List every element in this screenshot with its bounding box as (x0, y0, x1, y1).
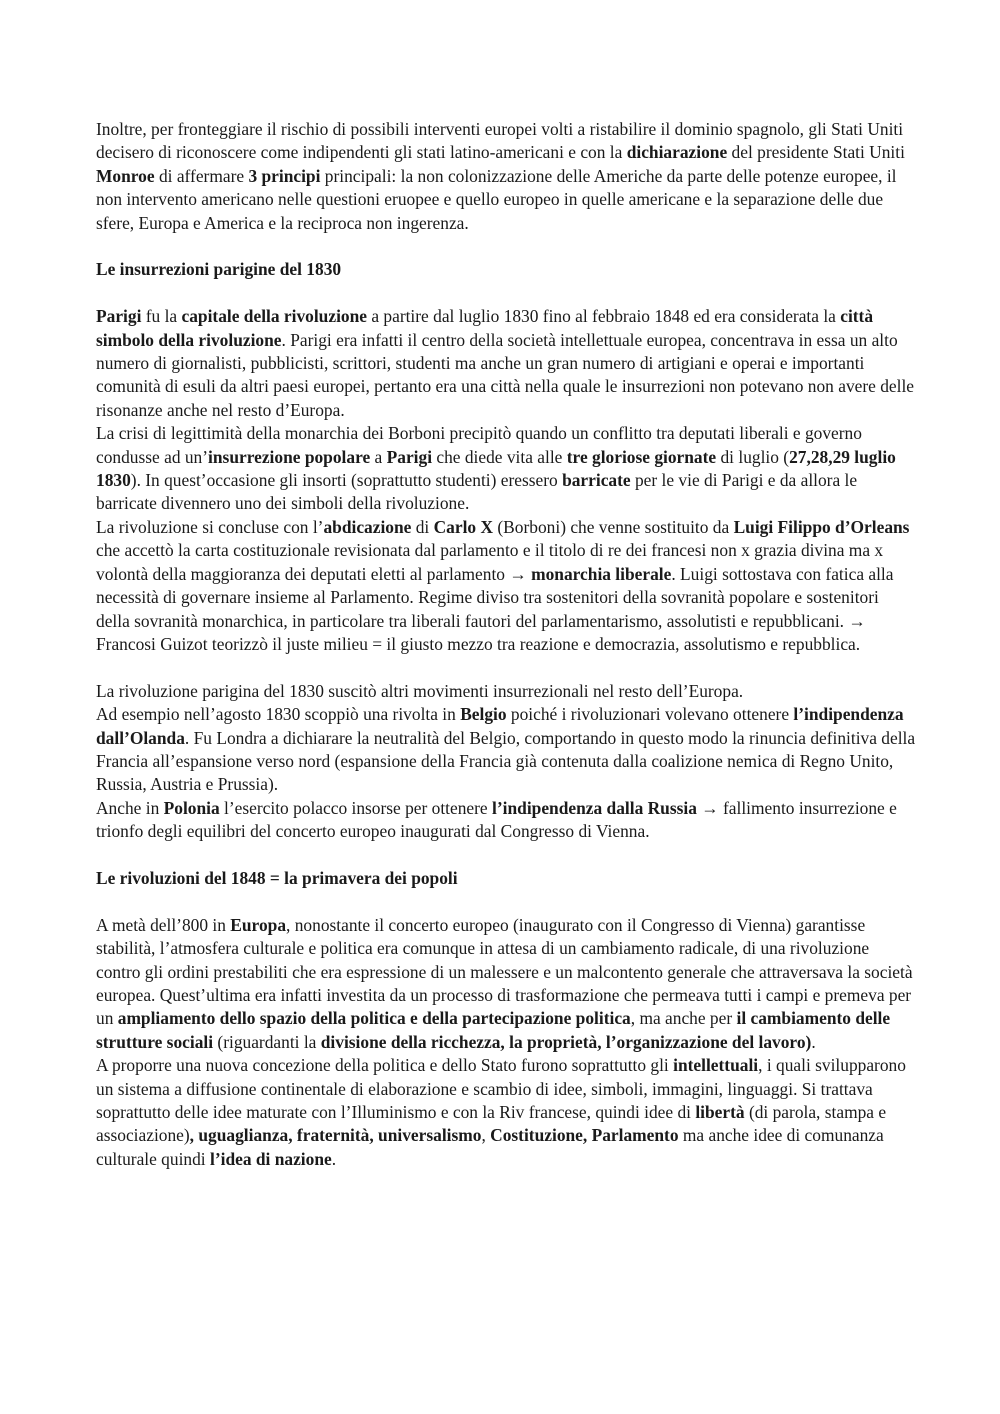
bold-text-run: Monroe (96, 165, 155, 186)
paragraph-charles-x-abdication (96, 516, 916, 656)
text-run: → fallimento insurrezione e trionfo degli equilibri del concerto europeo inaugurati dal Congresso di Vienna. (96, 797, 897, 842)
paragraph-belgium (96, 703, 916, 797)
text-run: a partire dal luglio 1830 fino al febbraio 1848 ed era considerata la (366, 306, 841, 327)
paragraph-gap (96, 282, 916, 305)
bold-text-run: 27,28,29 luglio 1830 (96, 446, 896, 491)
text-run: La crisi di legittimità della monarchia dei Borboni precipitò quando un conflitto tra deputati liberali e governo condusse ad un’ (96, 423, 862, 467)
text-run: di luglio ( (716, 446, 790, 467)
paragraph-intellectuals (96, 1054, 916, 1171)
bold-text-run: Polonia (163, 797, 220, 818)
text-run: del presidente Stati Uniti (727, 142, 905, 163)
text-run: che diede vita alle (432, 446, 567, 467)
text-run: , nonostante il concerto europeo (inaugurato con il Congresso di Vienna) garantisse stabilità, l’atmosfera culturale e politica era comunque in attesa di un cambiamento radicale, di una rivoluzione contro gli ordini prestabiliti che era espressione di un malessere e un malcontento generale che attraversava la società europea. Quest’ultima era infatti investita da un processo di trasformazione che permeava tutti i campi e premeva per un (96, 914, 913, 1029)
paragraph-paris-capital (96, 305, 916, 422)
document-page (96, 118, 916, 1171)
bold-text-run: l’indipendenza dalla Russia (492, 797, 697, 818)
bold-text-run: il cambiamento delle strutture sociali (96, 1008, 891, 1052)
paragraph-gap (96, 656, 916, 679)
text-run: (di parola, stampa e associazione) (96, 1101, 887, 1146)
text-run: ). In quest’occasione gli insorti (soprattutto studenti) eressero (130, 470, 563, 491)
bold-text-run: , uguaglianza, fraternità, universalismo (189, 1125, 482, 1146)
bold-text-run: capitale della rivoluzione (181, 306, 367, 327)
text-run: A metà dell’800 in (96, 914, 231, 935)
text-run: . (811, 1031, 816, 1052)
bold-text-run: libertà (695, 1101, 745, 1122)
text-run: di (411, 516, 434, 537)
paragraph-europe-1800s (96, 914, 916, 1054)
paragraph-gap (96, 235, 916, 258)
bold-text-run: insurrezione popolare (208, 446, 371, 467)
bold-text-run: l’indipendenza dall’Olanda (96, 704, 904, 748)
text-run: . Fu Londra a dichiarare la neutralità del Belgio, comportando in questo modo la rinuncia definitiva della Francia all’espansione verso nord (espansione della Francia già contenuta dalla coalizione nemica di Regno Unito, Russia, Austria e Prussia). (96, 727, 916, 795)
bold-text-run: abdicazione (323, 516, 412, 537)
text-run: . Parigi era infatti il centro della società intellettuale europea, concentrava in essa un alto numero di giornalisti, pubblicisti, scrittori, studenti ma anche un gran numero di artigiani e operai e importanti comunità di esuli da altri paesi europei, pertanto era una città nella quale le insurrezioni non potevano non avere delle risonanze anche nel resto d’Europa. (96, 329, 915, 420)
text-run: , (481, 1125, 491, 1146)
bold-text-run: l’idea di nazione (209, 1148, 332, 1169)
paragraph-gap (96, 890, 916, 913)
text-run: La rivoluzione si concluse con l’ (96, 516, 324, 537)
bold-text-run: Luigi Filippo d’Orleans (733, 516, 910, 537)
text-run: fu la (141, 306, 182, 327)
text-run: che accettò la carta costituzionale revisionata dal parlamento e il titolo di re dei francesi non x grazia divina ma x volontà della maggioranza dei deputati eletti al parlamento → (96, 540, 884, 584)
section-heading-1830: Le insurrezioni parigine del 1830 (96, 259, 342, 280)
bold-text-run: 3 principi (248, 165, 321, 186)
text-run: Anche in (96, 797, 164, 818)
text-run: . (331, 1148, 337, 1169)
text-run: Inoltre, per fronteggiare il rischio di possibili interventi europei volti a ristabilire il dominio spagnolo, gli Stati Uniti decisero di riconoscere come indipendenti gli stati latino-americani e con la (96, 119, 904, 163)
text-run: ma anche idee di comunanza culturale quindi (96, 1125, 884, 1169)
bold-text-run: monarchia liberale (531, 563, 672, 584)
paragraph-other-movements (96, 680, 916, 703)
bold-text-run: Parigi (386, 446, 433, 467)
bold-text-run: barricate (562, 470, 631, 491)
text-run: di affermare (154, 165, 249, 186)
text-run: . Luigi sottostava con fatica alla necessità di governare insieme al Parlamento. Regime diviso tra sostenitori della sovranità popolare e sostenitori della sovranità monarchica, in particolare tra liberali fautori del parlamentarismo, assolutisti e repubblicani. → Francosi Guizot teorizzò il juste milieu = il giusto mezzo tra reazione e democrazia, assolutismo e repubblica. (96, 563, 894, 654)
text-run: (Borboni) che venne sostituito da (493, 516, 734, 537)
text-run: l’esercito polacco insorse per ottenere (219, 797, 493, 818)
bold-text-run: dichiarazione (626, 142, 728, 163)
paragraph-gap (96, 844, 916, 867)
bold-text-run: Parigi (96, 306, 142, 327)
bold-text-run: Europa (230, 914, 287, 935)
bold-text-run: divisione della ricchezza, la proprietà, l’organizzazione del lavoro) (320, 1031, 812, 1052)
text-run: (riguardanti la (213, 1031, 321, 1052)
text-run: principali: la non colonizzazione delle Americhe da parte delle potenze europee, il non intervento americano nelle questioni eruopee e quello europeo in quelle americane e la separazione delle due sfere, Europa e America e la reciproca non ingerenza. (96, 165, 897, 233)
section-heading-1848: Le rivoluzioni del 1848 = la primavera dei popoli (96, 867, 458, 888)
bold-text-run: intellettuali (673, 1055, 759, 1076)
text-run: , i quali svilupparono un sistema a diffusione continentale di elaborazione e scambio di idee, simboli, immagini, linguaggi. Si trattava soprattutto delle idee maturate con l’Illuminismo e con la Riv francese, quindi idee di (96, 1055, 906, 1122)
paragraph-poland (96, 797, 916, 844)
text-run: , ma anche per (630, 1008, 737, 1029)
text-run: La rivoluzione parigina del 1830 suscitò altri movimenti insurrezionali nel resto dell’Europa. (96, 680, 744, 701)
bold-text-run: Belgio (460, 704, 507, 725)
paragraph-monroe-doctrine (96, 118, 916, 235)
text-run: Ad esempio nell’agosto 1830 scoppiò una rivolta in (96, 704, 461, 725)
text-run: per le vie di Parigi e da allora le barricate divennero uno dei simboli della rivoluzione. (96, 470, 858, 514)
text-run: poiché i rivoluzionari volevano ottenere (506, 704, 794, 725)
text-run: A proporre una nuova concezione della politica e dello Stato furono soprattutto gli (96, 1055, 674, 1076)
text-run: a (370, 446, 387, 467)
bold-text-run: tre gloriose giornate (566, 446, 717, 467)
bold-text-run: città simbolo della rivoluzione (96, 306, 874, 350)
paragraph-bourbon-crisis (96, 422, 916, 516)
bold-text-run: Carlo X (433, 516, 494, 537)
bold-text-run: Costituzione, Parlamento (490, 1125, 679, 1146)
bold-text-run: ampliamento dello spazio della politica e della partecipazione politica (117, 1008, 631, 1029)
